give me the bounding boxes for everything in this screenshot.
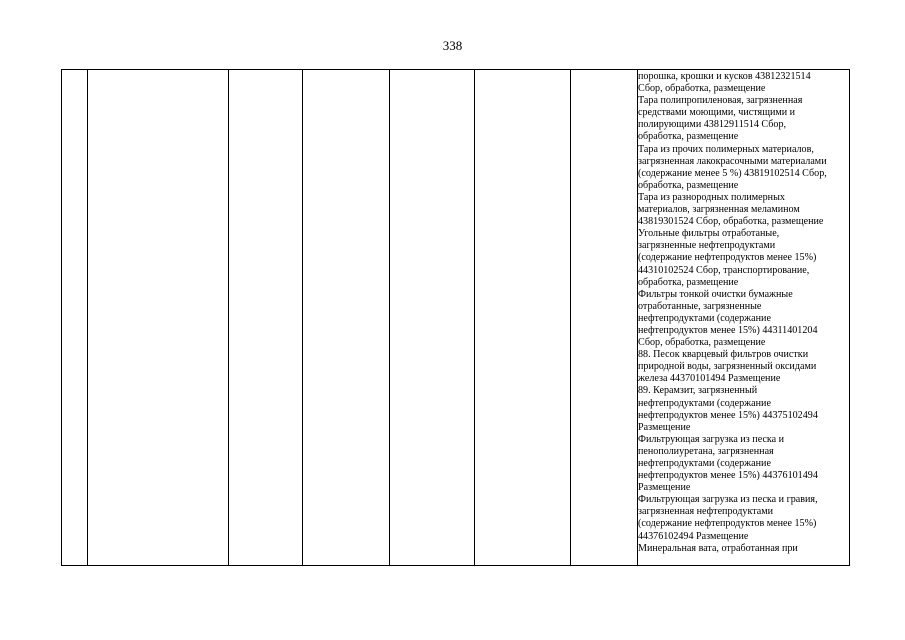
- text-line: отработанные, загрязненные: [638, 300, 762, 312]
- text-line: 43819301524 Сбор, обработка, размещение: [638, 216, 824, 228]
- text-line: пенополиуретана, загрязненная: [638, 445, 774, 457]
- text-line: Тара из разнородных полимерных: [638, 191, 785, 203]
- text-line: (содержание нефтепродуктов менее 15%): [638, 518, 817, 530]
- text-line: порошка, крошки и кусков 43812321514: [638, 71, 811, 82]
- text-line: Фильтрующая загрузка из песка и: [638, 433, 785, 445]
- text-line: загрязненная лакокрасочными материалами: [638, 155, 827, 167]
- text-line: Тара полипропиленовая, загрязненная: [638, 95, 803, 107]
- column-divider-1: [87, 70, 88, 565]
- text-line: нефтепродуктами (содержание: [638, 397, 771, 409]
- text-line: Минеральная вата, отработанная при: [638, 542, 798, 554]
- text-line: железа 44370101494 Размещение: [638, 373, 781, 385]
- text-line: нефтепродуктами (содержание: [638, 312, 771, 324]
- text-line: Фильтры тонкой очистки бумажные: [638, 288, 793, 300]
- table-grid: [61, 69, 850, 566]
- column-divider-4: [389, 70, 390, 565]
- text-line: обработка, размещение: [638, 276, 739, 288]
- column-divider-3: [302, 70, 303, 565]
- text-line: нефтепродуктов менее 15%) 44375102494: [638, 409, 818, 421]
- text-line: Сбор, обработка, размещение: [638, 83, 766, 95]
- text-line: Тара из прочих полимерных материалов,: [638, 143, 814, 155]
- text-line: 44376102494 Размещение: [638, 530, 749, 542]
- text-line: (содержание нефтепродуктов менее 15%): [638, 252, 817, 264]
- text-line: нефтепродуктов менее 15%) 44311401204: [638, 324, 818, 336]
- text-line: средствами моющими, чистящими и: [638, 107, 796, 119]
- text-line: 44310102524 Сбор, транспортирование,: [638, 264, 810, 276]
- text-line: материалов, загрязненная меламином: [638, 204, 800, 216]
- text-line: обработка, размещение: [638, 179, 739, 191]
- text-line: обработка, размещение: [638, 131, 739, 143]
- text-line: (содержание менее 5 %) 43819102514 Сбор,: [638, 167, 827, 179]
- text-line: Фильтрующая загрузка из песка и гравия,: [638, 494, 818, 506]
- text-line: Угольные фильтры отработаные,: [638, 228, 780, 240]
- text-line: нефтепродуктами (содержание: [638, 458, 771, 469]
- text-line: полирующими 43812911514 Сбор,: [638, 119, 787, 131]
- text-line: 89. Керамзит, загрязненный: [638, 385, 758, 397]
- text-line: природной воды, загрязненный оксидами: [638, 361, 817, 373]
- text-line: нефтепродуктов менее 15%) 44376101494: [638, 470, 818, 482]
- column-divider-5: [474, 70, 475, 565]
- text-line: Размещение: [638, 482, 691, 494]
- column-divider-2: [228, 70, 229, 565]
- text-line: Размещение: [638, 421, 691, 433]
- text-line: Сбор, обработка, размещение: [638, 337, 766, 349]
- table-cell-waste-list: [638, 70, 851, 555]
- text-line: загрязненная нефтепродуктами: [638, 506, 774, 518]
- page-number: 338: [442, 38, 463, 53]
- column-divider-6: [570, 70, 571, 565]
- text-line: загрязненные нефтепродуктами: [638, 240, 776, 252]
- text-line: 88. Песок кварцевый фильтров очистки: [638, 349, 809, 361]
